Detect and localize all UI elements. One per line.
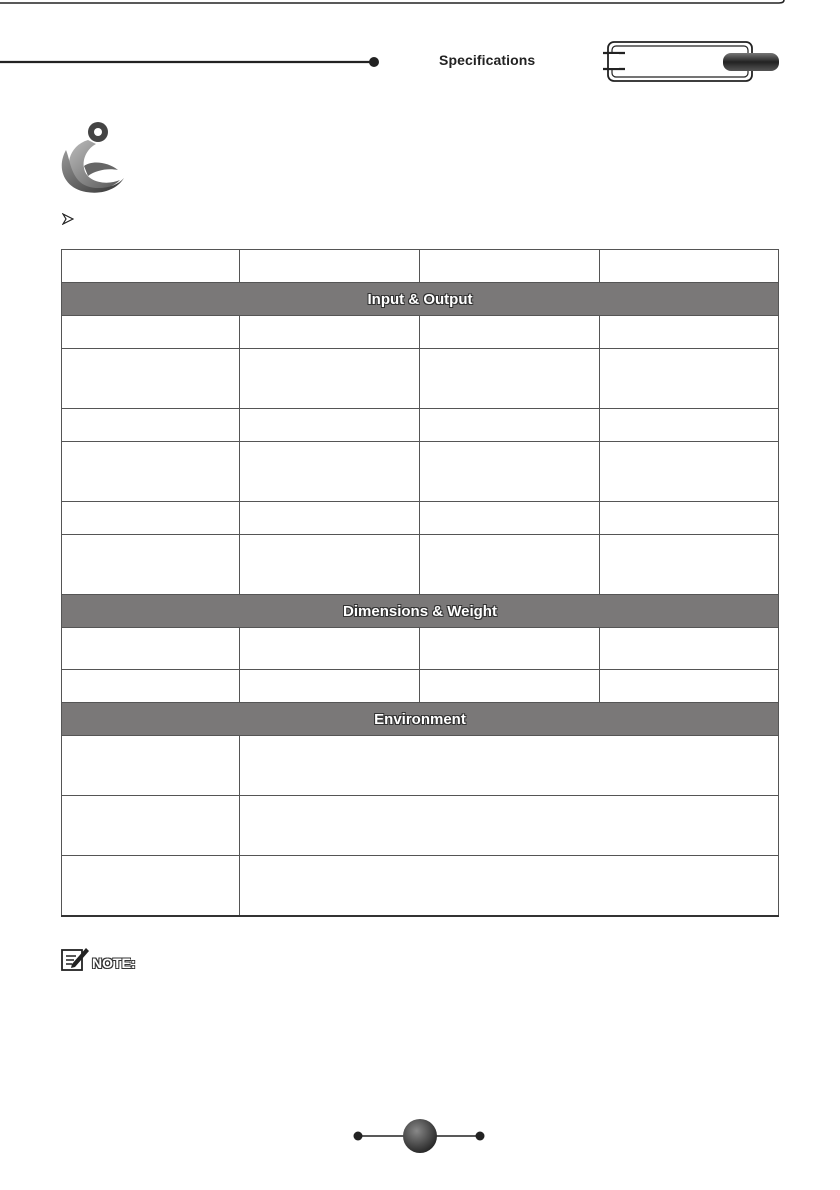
- table-cell: [600, 349, 779, 409]
- table-cell: [62, 670, 240, 703]
- table-cell: [240, 316, 420, 349]
- table-cell: [240, 535, 420, 595]
- table-cell: [420, 250, 600, 283]
- table-cell: [600, 502, 779, 535]
- table-cell: [62, 796, 240, 856]
- table-cell: [240, 628, 420, 670]
- table-cell: [600, 409, 779, 442]
- page-number-marker: [350, 1116, 490, 1156]
- table-cell: [420, 535, 600, 595]
- table-row: [62, 502, 779, 535]
- table-cell: [240, 796, 779, 856]
- table-cell: [62, 535, 240, 595]
- table-cell: [240, 502, 420, 535]
- table-cell: [240, 250, 420, 283]
- table-row: [62, 535, 779, 595]
- table-row: [62, 796, 779, 856]
- bullet-arrow-icon: [62, 213, 74, 225]
- note: [60, 944, 136, 972]
- table-row: [62, 856, 779, 917]
- header-section-title: Specifications: [439, 52, 536, 68]
- section-row-environment: [62, 703, 779, 736]
- table-row: [62, 670, 779, 703]
- section-title: Input & Output: [62, 283, 779, 316]
- table-cell: [62, 856, 240, 917]
- header-tab: [603, 40, 779, 84]
- table-cell: [600, 535, 779, 595]
- table-row: [62, 409, 779, 442]
- specifications-table: [61, 249, 779, 917]
- table-cell: [420, 502, 600, 535]
- table-cell: [62, 409, 240, 442]
- table-row: [62, 736, 779, 796]
- table-cell: [240, 409, 420, 442]
- table-cell: [240, 670, 420, 703]
- table-cell: [600, 316, 779, 349]
- swan-logo-icon: [58, 120, 128, 196]
- table-cell: [420, 670, 600, 703]
- table-cell: [62, 502, 240, 535]
- table-cell: [240, 856, 779, 917]
- table-row: [62, 628, 779, 670]
- table-cell: [420, 628, 600, 670]
- table-cell: [420, 316, 600, 349]
- table-header-row: [62, 250, 779, 283]
- table-cell: [600, 250, 779, 283]
- table-cell: [62, 349, 240, 409]
- section-title: Dimensions & Weight: [62, 595, 779, 628]
- note-label: NOTE:: [92, 955, 136, 971]
- table-row: [62, 442, 779, 502]
- table-cell: [600, 442, 779, 502]
- section-row-input-output: [62, 283, 779, 316]
- note-pencil-icon: [60, 944, 90, 972]
- table-cell: [600, 670, 779, 703]
- section-row-dimensions-weight: [62, 595, 779, 628]
- table-cell: [420, 349, 600, 409]
- table-cell: [420, 409, 600, 442]
- table-cell: [62, 442, 240, 502]
- table-cell: [62, 316, 240, 349]
- table-row: [62, 316, 779, 349]
- section-title: Environment: [62, 703, 779, 736]
- table-row: [62, 349, 779, 409]
- table-cell: [240, 442, 420, 502]
- table-cell: [62, 250, 240, 283]
- table-cell: [62, 736, 240, 796]
- table-cell: [240, 349, 420, 409]
- table-cell: [420, 442, 600, 502]
- table-cell: [62, 628, 240, 670]
- table-cell: [600, 628, 779, 670]
- table-cell: [240, 736, 779, 796]
